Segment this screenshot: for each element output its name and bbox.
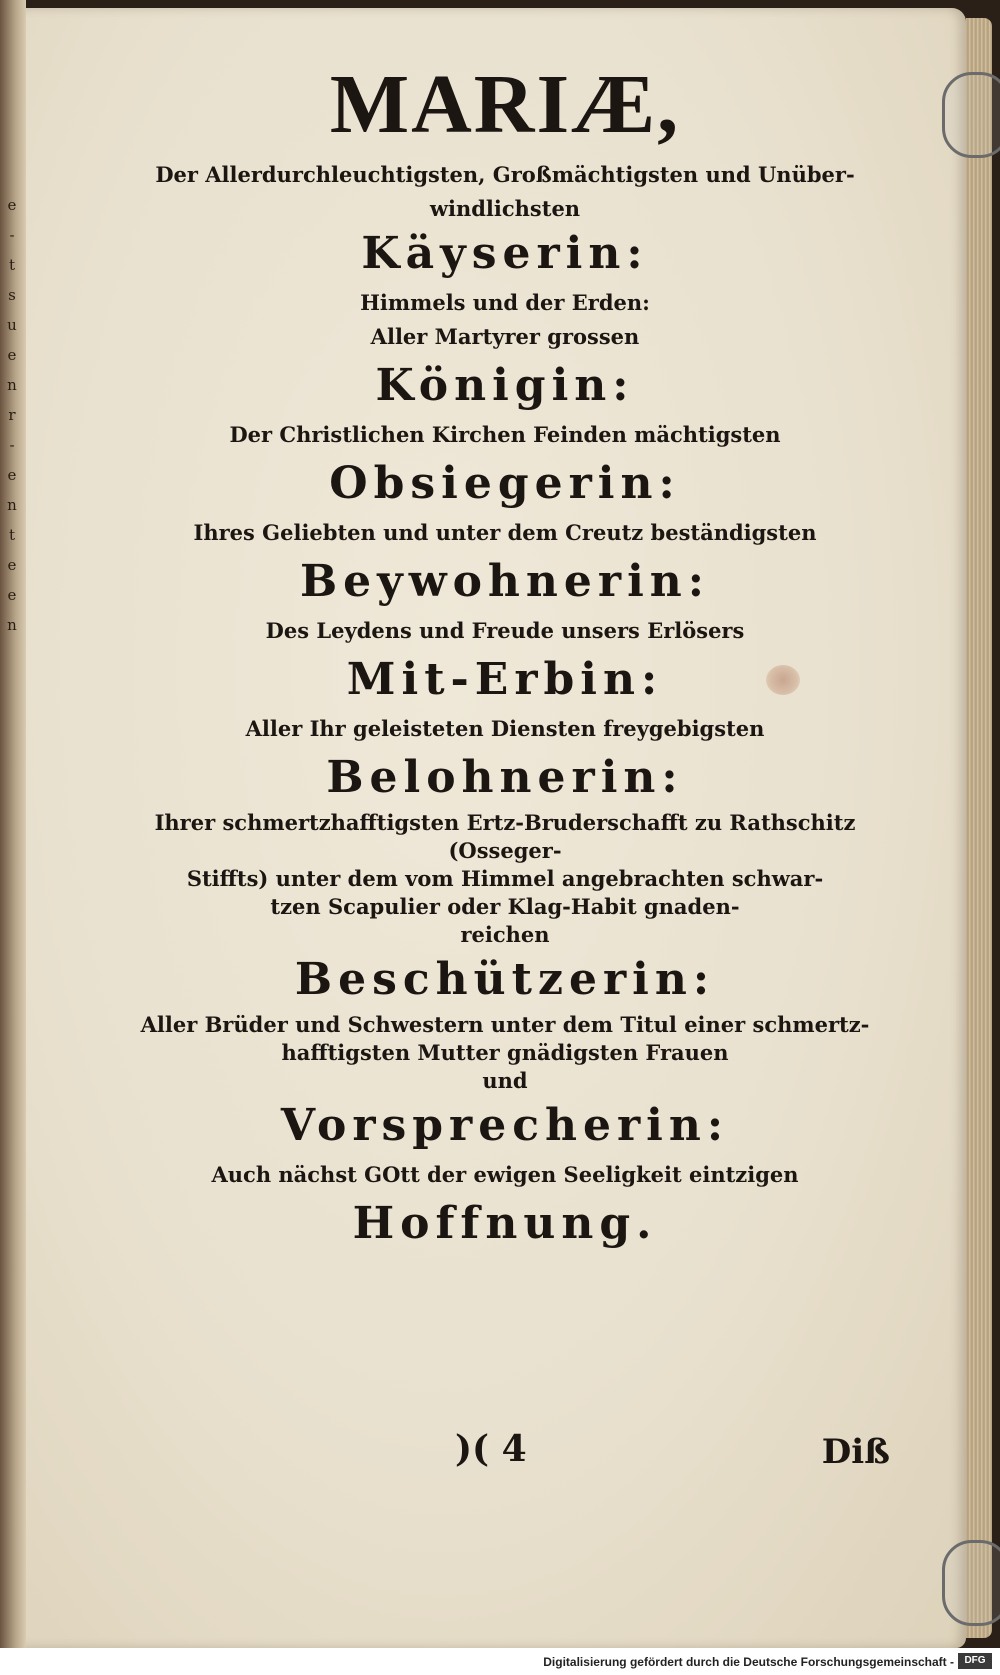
top-clip [942,72,1000,158]
text-line: reichen [460,922,550,947]
gutter-letter: - [9,436,15,454]
gutter-letter: e [7,196,17,214]
text-line: Der Allerdurchleuchtigsten, Großmächtigsten und Unüber- [155,162,855,187]
footer-credit: Digitalisierung gefördert durch die Deutsche Forschungsgemeinschaft - [543,1655,954,1669]
text-line: Stiffts) unter dem vom Himmel angebrachten schwar- [186,866,824,891]
gutter-letter: n [7,496,17,514]
gutter-letter: n [7,376,17,394]
text-line: Der Christlichen Kirchen Feinden mächtigsten [229,422,781,447]
page-edges [966,18,992,1638]
text-line: windlichsten [429,196,581,221]
text-line: hafftigsten Mutter gnädigsten Frauen [281,1040,729,1065]
text-lines [120,161,890,1253]
gutter-letter: n [7,616,17,634]
gutter-letter: t [8,526,16,544]
heading-word: Mit-Erbin: [346,654,664,705]
heading-word: Königin: [375,360,635,411]
page-foot [120,1428,890,1488]
gutter-letter: r [8,406,16,424]
text-line: Auch nächst GOtt der ewigen Seeligkeit eintzigen [211,1162,799,1187]
page-title: MARIÆ, [329,58,681,151]
bottom-clip [942,1540,1000,1626]
text-line: Aller Brüder und Schwestern unter dem Titul einer schmertz- [140,1012,870,1037]
dfg-logo: DFG [958,1653,992,1669]
heading-word: Käyserin: [361,228,649,279]
previous-page-edge [0,0,26,1675]
heading-word: Obsiegerin: [329,458,681,509]
gutter-letter: t [8,256,16,274]
gutter-letter: - [9,226,15,244]
text-line: Des Leydens und Freude unsers Erlösers [265,618,745,643]
gutter-letter: e [7,556,17,574]
heading-word: Belohnerin: [326,752,684,803]
gutter-letter: e [7,346,17,364]
text-line: Himmels und der Erden: [360,290,650,315]
gutter-letter: e [7,466,17,484]
gutter-letter: s [8,286,16,304]
text-line: und [482,1068,528,1093]
heading-word: Hoffnung. [352,1198,658,1249]
signature-mark: )( 4 [455,1428,527,1470]
heading-word: Vorsprecherin: [280,1100,730,1151]
text-line: Ihres Geliebten und unter dem Creutz beständigsten [193,520,817,545]
text-line: Aller Martyrer grossen [370,324,640,349]
heading-word: Beywohnerin: [299,556,711,607]
text-line: Ihrer schmertzhafftigsten Ertz-Bruderschafft zu Rathschitz (Osseger- [154,810,856,863]
title-page-text [120,55,890,1255]
text-line: tzen Scapulier oder Klag-Habit gnaden- [270,894,740,919]
text-line: Aller Ihr geleisteten Diensten freygebigsten [245,716,765,741]
gutter-letter: e [7,586,17,604]
catchword: Diß [821,1432,890,1472]
gutter-letter: u [7,316,17,334]
heading-word: Beschützerin: [294,954,716,1005]
gutter-letters [4,190,20,640]
